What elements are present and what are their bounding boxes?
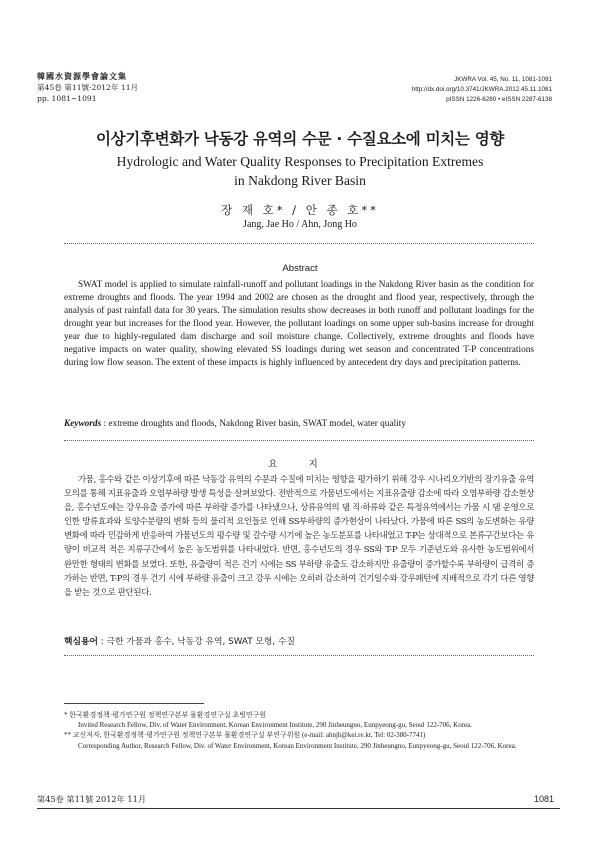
yoji-body — [64, 472, 534, 599]
keywords-list: : extreme droughts and floods, Nakdong River basin, SWAT model, water quality — [101, 419, 406, 429]
keywords — [64, 419, 534, 429]
footnote-1-ko: * 한국환경정책·평가연구원 정책연구본부 물환경연구실 초빙연구원 — [64, 711, 267, 719]
title-korean: 이상기후변화가 낙동강 유역의 수문 · 수질요소에 미치는 영향 — [95, 130, 505, 148]
footer-rule — [37, 808, 560, 809]
page-number: 1081 — [533, 794, 554, 804]
footer-volume: 第45卷 第11號 2012年 11月 — [37, 794, 147, 804]
footnote-1-en: Invited Research Fellow, Div. of Water Environment, Korean Environment Institute, 290 Jinheungno, Eunpyeong-gu, Seoul 122-706, Korea. — [78, 721, 473, 730]
page-range: pp. 1081∼1091 — [37, 94, 97, 103]
footnote-2-en — [64, 741, 536, 751]
issn: pISSN 1226-6280 • eISSN 2287-6138 — [446, 96, 552, 103]
keywords-korean-label: 핵심용어 — [64, 637, 98, 647]
abstract-body — [64, 279, 534, 370]
abstract-text: SWAT model is applied to simulate rainfall-runoff and pollutant loadings in the Nakdong River basin as the condition for extreme droughts and floods. The year 1994 and 2002 are chosen as the drought and flood year, respectively, through the analysis of past rainfall data for 30 years. The simulation results show decreases in both runoff and pollutant loadings for the drought year but increases for the flood year. However, the pollutant loadings on some upper sub-basins increase for drought year due to highly-regulated dam discharge and soil moisture change. Collectively, extreme droughts and floods have negative impacts on water quality, showing elevated SS loadings during wet season and concentrated T-P concentrations during low flow season. The extent of these impacts is highly influenced by antecedent dry days and precipitation patterns. — [64, 280, 534, 369]
authors-english: Jang, Jae Ho / Ahn, Jong Ho — [243, 219, 357, 230]
divider — [64, 243, 534, 244]
footnote-2-ko: ** 교신저자, 한국환경정책·평가연구원 정책연구본부 물환경연구실 부연구위원 (e-mail: ahnjh@kei.re.kr, Tel: 02-380-7741) — [64, 731, 426, 740]
journal-ref-block — [412, 75, 552, 105]
volume-issue: 第45卷 第11號·2012年 11月 — [37, 83, 139, 92]
divider — [64, 440, 534, 441]
doi-link[interactable]: http://dx.doi.org/10.3741/JKWRA.2012.45.11.1081 — [411, 86, 552, 93]
footnote-2-en-text: Corresponding Author, Research Fellow, Div. of Water Environment, Korean Environment Institute, 290 Jinheungno, Eunpyeong-gu, Seoul 122-706, Korea. — [78, 741, 517, 750]
abstract-heading: Abstract — [282, 263, 318, 274]
yoji-text: 가뭄, 홍수와 같은 이상기후에 따른 낙동강 유역의 수문과 수질에 미치는 영향을 평가하기 위해 강우 시나리오기반의 장기유출 유역모의를 통해 지표유출과 오염부하량 발생 특성을 살펴보았다. 전반적으로 가뭄년도에서는 지표유출량 감소에 따라 오염부하량 감소현상을, 홍수년도에는 강우유출 증가에 따른 부하량 증가를 나타냈으나, 상류유역의 댐 직·하류와 같은 특정유역에서는 가뭄 시 댐 운영으로 인한 방류효과와 토양수분량의 변화 등의 물리적 요인들로 인해 SS부하량의 증가현상이 나타났다. 가뭄에 따른 SS의 농도변화는 유량변화에 따라 민감하게 반응하여 가뭄년도의 평수량 및 갈수량 시기에 높은 농도분포를 나타내었고 T-P는 상대적으로 본류구간보다는 유량이 비교적 적은 지류구간에서 높은 농도범위를 나타내었다. 반면, 홍수년도의 경우 SS와 T-P 모두 기준년도와 유사한 농도범위에서 완만한 형태의 변화를 보였다. 또한, 유출량이 적은 건기 시에는 SS 부하량 유출도 감소하지만 유출량이 증가할수록 부하량이 급격히 증가하는 반면, T-P의 경우 건기 시에 부하량 유출이 크고 강우 시에는 오히려 감소하여 건기일수와 강우패턴에 지배적으로 각기 다른 영향을 받는 것으로 판단된다. — [64, 474, 534, 597]
footnotes — [64, 710, 536, 751]
keywords-korean-list: : 극한 가뭄과 홍수, 낙동강 유역, SWAT 모형, 수질 — [98, 637, 295, 647]
keywords-label: Keywords — [64, 419, 102, 429]
journal-header — [37, 71, 138, 104]
authors-korean: 장 재 호* / 안 종 호** — [221, 203, 379, 217]
title-english-line: in Nakdong River Basin — [234, 173, 366, 188]
title-english — [60, 152, 540, 190]
journal-name: 韓國水資源學會論文集 — [37, 71, 127, 81]
journal-ref: JKWRA Vol. 45, No. 11, 1081-1091 — [454, 76, 552, 83]
divider — [64, 655, 534, 656]
yoji-heading: 요 지 — [268, 459, 332, 470]
footnote-rule — [64, 703, 204, 704]
title-english-line: Hydrologic and Water Quality Responses to Precipitation Extremes — [116, 154, 484, 169]
keywords-korean — [64, 634, 534, 647]
